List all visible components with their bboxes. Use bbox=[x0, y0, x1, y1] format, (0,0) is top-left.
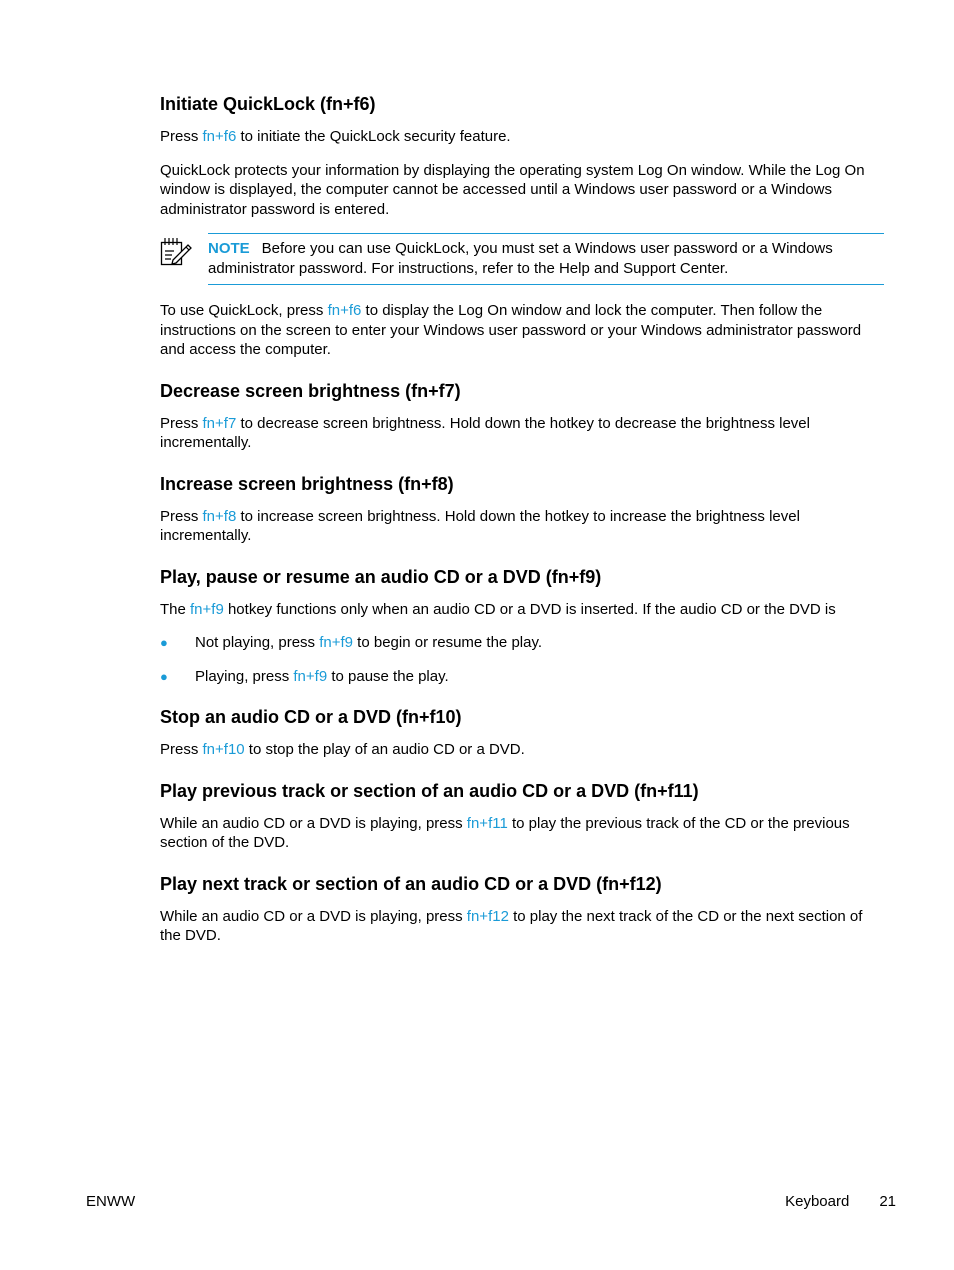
section-heading-previous-track: Play previous track or section of an audio CD or a DVD (fn+f11) bbox=[160, 780, 699, 801]
hotkey-link: fn+f11 bbox=[466, 814, 508, 832]
hotkey-link: fn+f9 bbox=[190, 600, 224, 618]
note-callout bbox=[160, 233, 884, 285]
list-item: ● Not playing, press fn+f9 to begin or resume the play. bbox=[160, 634, 543, 651]
hotkey-link: fn+f7 bbox=[202, 414, 237, 432]
page-content bbox=[160, 93, 884, 946]
bullet-dot-icon: ● bbox=[160, 635, 168, 650]
footer-page-info bbox=[785, 1192, 896, 1212]
section-heading-play-pause: Play, pause or resume an audio CD or a DVD (fn+f9) bbox=[160, 566, 602, 587]
section-heading-increase-brightness: Increase screen brightness (fn+f8) bbox=[160, 473, 454, 494]
paragraph: Press fn+f7 to decrease screen brightness. Hold down the hotkey to decrease the brightness level incrementally. bbox=[160, 414, 810, 451]
note-box bbox=[208, 233, 884, 285]
paragraph: While an audio CD or a DVD is playing, press fn+f12 to play the next track of the CD or the next section of the DVD. bbox=[160, 907, 863, 944]
note-pencil-icon bbox=[160, 236, 192, 268]
section-heading-stop: Stop an audio CD or a DVD (fn+f10) bbox=[160, 707, 462, 727]
note-label: NOTE bbox=[208, 240, 250, 257]
section-heading-quicklock: Initiate QuickLock (fn+f6) bbox=[160, 94, 376, 114]
footer-chapter: Keyboard bbox=[785, 1193, 850, 1210]
list-item: ● Playing, press fn+f9 to pause the play. bbox=[160, 667, 449, 685]
paragraph: Press fn+f6 to initiate the QuickLock security feature. bbox=[160, 128, 511, 145]
paragraph: To use QuickLock, press fn+f6 to display the Log On window and lock the computer. Then follow the instructions on the screen to enter your Windows user password or your Windows administrator password and access the computer. bbox=[160, 302, 862, 358]
hotkey-link: fn+f6 bbox=[202, 128, 237, 145]
section-heading-decrease-brightness: Decrease screen brightness (fn+f7) bbox=[160, 380, 461, 401]
hotkey-link: fn+f9 bbox=[293, 667, 328, 685]
hotkey-link: fn+f9 bbox=[319, 634, 354, 651]
bullet-dot-icon: ● bbox=[160, 668, 168, 684]
section-heading-next-track: Play next track or section of an audio CD or a DVD (fn+f12) bbox=[160, 873, 662, 894]
hotkey-link: fn+f8 bbox=[202, 507, 237, 525]
hotkey-link: fn+f6 bbox=[327, 302, 362, 319]
paragraph: Press fn+f8 to increase screen brightness. Hold down the hotkey to increase the brightness level incrementally. bbox=[160, 507, 800, 544]
footer-label: ENWW bbox=[86, 1193, 136, 1210]
hotkey-link: fn+f12 bbox=[466, 907, 509, 925]
bullet-list bbox=[160, 633, 884, 686]
paragraph: QuickLock protects your information by displaying the operating system Log On window. While the Log On window is displayed, the computer cannot be accessed until a Windows user password or a Windows administrator password is entered. bbox=[160, 161, 865, 218]
page-number: 21 bbox=[879, 1193, 896, 1210]
note-text: Before you can use QuickLock, you must set a Windows user password or a Windows administrator password. For instructions, refer to the Help and Support Center. bbox=[208, 240, 833, 277]
paragraph: The fn+f9 hotkey functions only when an audio CD or a DVD is inserted. If the audio CD or the DVD is bbox=[160, 600, 836, 618]
hotkey-link: fn+f10 bbox=[202, 741, 245, 758]
paragraph: Press fn+f10 to stop the play of an audio CD or a DVD. bbox=[160, 741, 525, 758]
paragraph: While an audio CD or a DVD is playing, press fn+f11 to play the previous track of the CD or the previous section of the DVD. bbox=[160, 814, 850, 851]
